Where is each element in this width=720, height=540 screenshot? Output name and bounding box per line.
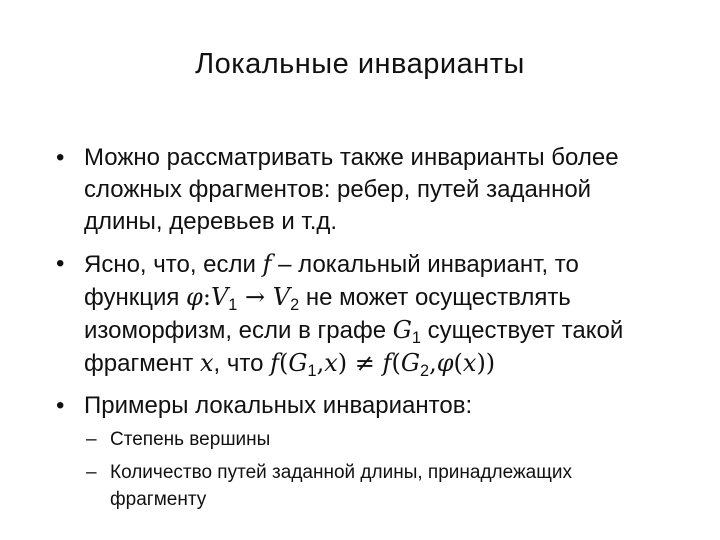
bullet-marker: • (56, 392, 65, 419)
math-g2-subscript: 2 (419, 361, 430, 380)
bullet-text-part: – локальный инвариант, то функция (84, 251, 579, 311)
bullet-text: Примеры локальных инвариантов: (84, 392, 473, 419)
math-v1: V (210, 283, 229, 311)
math-paren: ( (278, 349, 289, 377)
math-x: x (462, 349, 477, 377)
math-g1: G (392, 316, 412, 344)
slide-content (52, 142, 672, 519)
sub-item-1 (52, 426, 672, 453)
math-x: x (324, 349, 338, 377)
math-phi: φ (186, 283, 203, 311)
bullet-marker: • (56, 144, 65, 171)
bullet-item-2 (52, 248, 672, 380)
sub-item-text: Степень вершины (110, 429, 271, 450)
bullet-item-1 (52, 142, 672, 238)
math-f: f (262, 250, 272, 278)
math-arrow: → (237, 283, 273, 311)
math-g2: G (400, 349, 420, 377)
math-v1-subscript: 1 (228, 295, 238, 314)
sub-item-2 (52, 459, 672, 513)
math-colon: : (202, 283, 211, 311)
dash-marker: – (86, 429, 97, 450)
math-f: f (270, 349, 279, 377)
bullet-text-part: существует такой фрагмент (84, 317, 624, 377)
math-g1-subscript: 1 (411, 328, 421, 347)
bullet-item-3 (52, 390, 672, 422)
bullet-text-part: , что (213, 350, 271, 377)
math-comma: , (429, 349, 437, 377)
math-paren: ( (391, 349, 401, 377)
slide-title: Локальные инварианты (195, 48, 525, 80)
math-inequality (270, 349, 496, 380)
bullet-text: Можно рассматривать также инварианты более сложных фрагментов: ребер, путей заданной длины, деревьев и т.д. (84, 144, 619, 235)
sub-item-text: Количество путей заданной длины, принадлежащих фрагменту (110, 462, 572, 510)
math-g1-subscript: 1 (307, 361, 317, 380)
math-paren: )) (476, 349, 496, 377)
bullet-text-part: не может осуществлять изоморфизм, если в графе (84, 284, 571, 344)
math-v2: V (272, 283, 291, 311)
math-comma: , (316, 349, 325, 377)
math-x: x (199, 349, 214, 377)
dash-marker: – (86, 462, 97, 483)
math-paren: ( (453, 349, 463, 377)
math-g1: G (288, 349, 308, 377)
math-v2-subscript: 2 (290, 295, 300, 314)
bullet-marker: • (56, 250, 65, 277)
bullet-text-part: Ясно, что, если (84, 251, 263, 278)
math-neq: ≠ (347, 349, 383, 377)
math-f: f (382, 349, 392, 377)
math-paren: ) (337, 349, 348, 377)
math-phi: φ (436, 349, 454, 377)
